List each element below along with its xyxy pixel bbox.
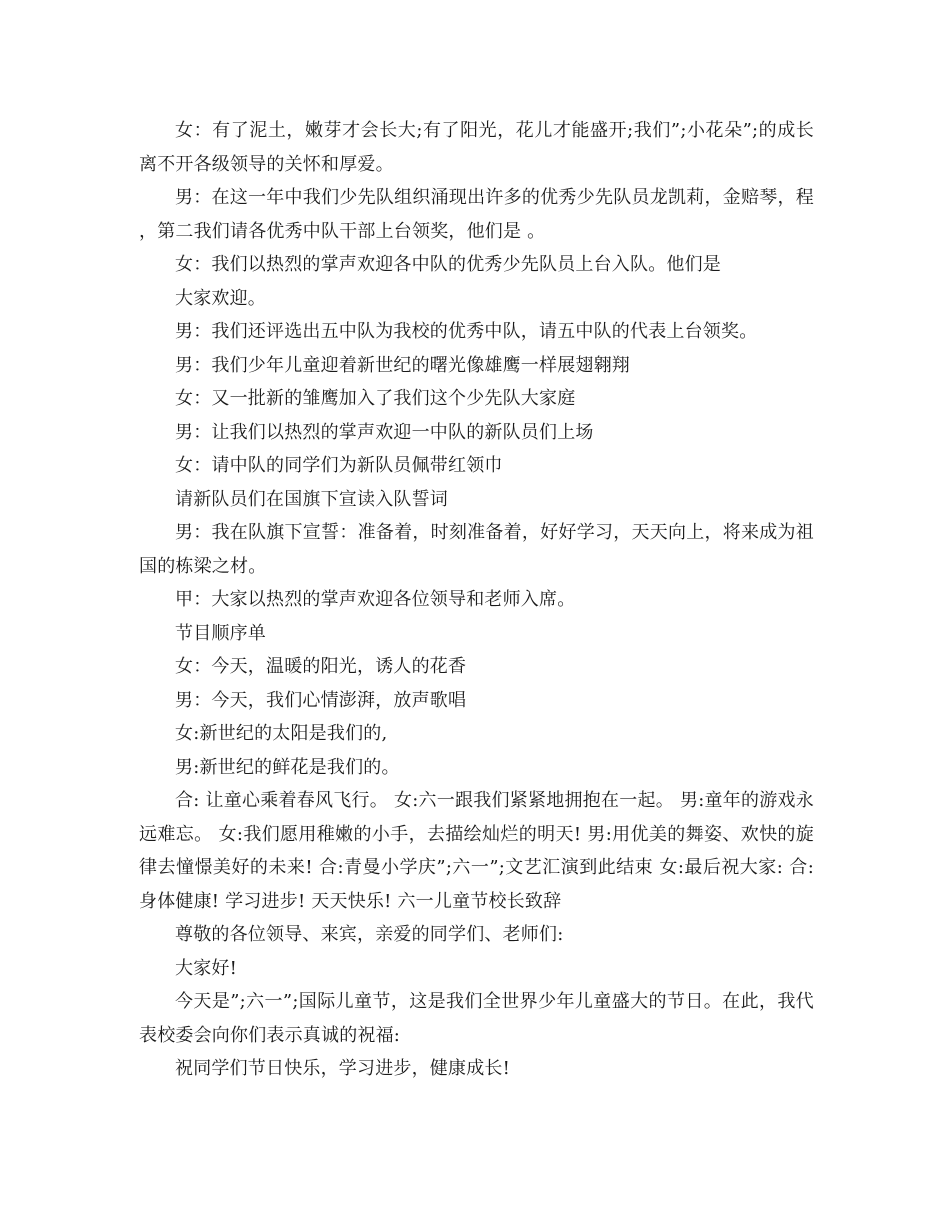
paragraph: 请新队员们在国旗下宣读入队誓词 xyxy=(175,488,448,510)
paragraph: 大家欢迎。 xyxy=(175,287,266,309)
paragraph: 尊敬的各位领导、来宾，亲爱的同学们、老师们: xyxy=(175,924,564,945)
paragraph: 甲：大家以热烈的掌声欢迎各位领导和老师入席。 xyxy=(175,589,576,610)
section-heading: 节目顺序单 xyxy=(175,622,266,644)
paragraph: 男:新世纪的鲜花是我们的。 xyxy=(175,756,400,778)
paragraph: 男：在这一年中我们少先队组织涌现出许多的优秀少先队员龙凯莉，金赔琴，程 ，第二我们请各优秀中队干部上台领奖，他们是 。 xyxy=(139,187,814,242)
paragraph: 女：我们以热烈的掌声欢迎各中队的优秀少先队员上台入队。他们是 xyxy=(175,254,721,275)
paragraph: 女：有了泥土，嫩芽才会长大;有了阳光，花儿才能盛开;我们”;小花朵”;的成长离不开各级领导的关怀和厚爱。 xyxy=(139,120,814,175)
paragraph: 男：让我们以热烈的掌声欢迎一中队的新队员们上场 xyxy=(175,421,594,443)
document-body xyxy=(139,114,814,1086)
paragraph: 祝同学们节日快乐，学习进步，健康成长! xyxy=(175,1058,511,1079)
paragraph: 女：请中队的同学们为新队员佩带红领巾 xyxy=(175,455,503,476)
paragraph: 今天是”;六一”;国际儿童节，这是我们全世界少年儿童盛大的节日。在此，我代表校委会向你们表示真诚的祝福: xyxy=(139,991,814,1046)
paragraph: 男：我在队旗下宣誓：准备着，时刻准备着，好好学习，天天向上，将来成为祖国的栋梁之材。 xyxy=(139,522,814,577)
paragraph: 女:新世纪的太阳是我们的, xyxy=(175,723,388,744)
paragraph: 女：又一批新的雏鹰加入了我们这个少先队大家庭 xyxy=(175,388,576,409)
paragraph: 女：今天，温暖的阳光，诱人的花香 xyxy=(175,656,467,677)
paragraph: 男：今天，我们心情澎湃，放声歌唱 xyxy=(175,689,467,711)
paragraph: 男：我们少年儿童迎着新世纪的曙光像雄鹰一样展翅翱翔 xyxy=(175,354,630,376)
paragraph: 大家好! xyxy=(175,957,238,979)
paragraph: 合: 让童心乘着春风飞行。 女:六一跟我们紧紧地拥抱在一起。 男:童年的游戏永远难忘。 女:我们愿用稚嫩的小手，去描绘灿烂的明天! 男:用优美的舞姿、欢快的旋律去憧憬美好的未来! 合:青曼小学庆”;六一”;文艺汇演到此结束 女:最后祝大家: 合:身体健康! 学习进步! 天天快乐! 六一儿童节校长致辞 xyxy=(139,790,814,912)
paragraph: 男：我们还评选出五中队为我校的优秀中队，请五中队的代表上台领奖。 xyxy=(175,321,758,342)
